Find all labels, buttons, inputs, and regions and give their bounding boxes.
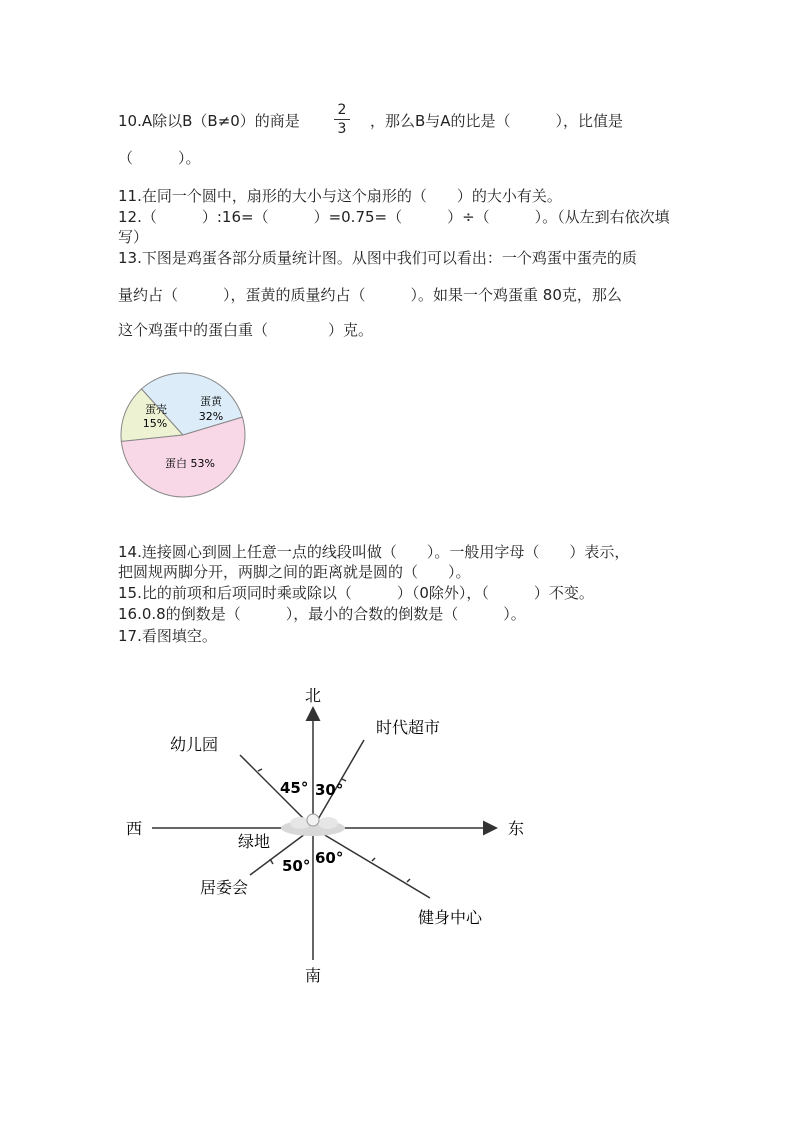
q13-line2: 量约占（ ），蛋黄的质量约占（ ）。如果一个鸡蛋重 80克，那么 xyxy=(118,286,622,304)
label-committee: 居委会 xyxy=(200,878,249,897)
label-south: 南 xyxy=(304,966,322,985)
angle-se: 60° xyxy=(315,849,344,867)
label-supermarket: 时代超市 xyxy=(376,718,441,737)
q10-fraction xyxy=(334,102,350,137)
q10-suffix: ，那么B与A的比是（ ），比值是 xyxy=(370,112,624,130)
q10-line2: （ ）。 xyxy=(118,149,201,167)
label-east: 东 xyxy=(508,819,525,838)
pie-label-shell: 蛋壳 xyxy=(145,403,167,416)
label-fitness: 健身中心 xyxy=(418,908,483,927)
label-green-land: 绿地 xyxy=(238,832,271,851)
q11-text: 11.在同一个圆中，扇形的大小与这个扇形的（ ）的大小有关。 xyxy=(118,187,562,205)
pie-slices xyxy=(121,373,245,497)
q17-text: 17.看图填空。 xyxy=(118,627,217,645)
green-land-icon xyxy=(281,814,345,836)
q12-line1: 12.（ ）:16=（ ）=0.75=（ ）÷（ ）。（从左到右依次填 xyxy=(118,208,670,226)
egg-pie-chart xyxy=(118,370,258,505)
q10-fraction-numerator: 2 xyxy=(337,102,347,118)
angle-sw: 50° xyxy=(282,857,311,875)
q14-line2: 把圆规两脚分开，两脚之间的距离就是圆的（ ）。 xyxy=(118,563,471,581)
pie-value-yolk: 32% xyxy=(198,410,224,423)
pie-label-white: 蛋白 53% xyxy=(165,457,215,470)
q13-line3: 这个鸡蛋中的蛋白重（ ）克。 xyxy=(118,321,374,339)
q14-line1: 14.连接圆心到圆上任意一点的线段叫做（ ）。一般用字母（ ）表示， xyxy=(118,543,630,561)
pie-value-shell: 15% xyxy=(142,417,168,430)
q13-line1: 13.下图是鸡蛋各部分质量统计图。从图中我们可以看出：一个鸡蛋中蛋壳的质 xyxy=(118,249,637,267)
q10-line1 xyxy=(118,111,300,131)
label-kindergarten: 幼儿园 xyxy=(170,735,219,754)
pie-label-yolk: 蛋黄 xyxy=(200,395,222,408)
q15-text: 15.比的前项和后项同时乘或除以（ ）（0除外），（ ）不变。 xyxy=(118,584,594,602)
q12-line2: 写） xyxy=(118,228,149,246)
angle-ne: 30° xyxy=(315,781,344,799)
compass-diagram xyxy=(110,675,530,995)
label-north: 北 xyxy=(304,686,322,705)
angle-nw: 45° xyxy=(280,779,309,797)
label-west: 西 xyxy=(126,819,143,838)
q10-fraction-denominator: 3 xyxy=(337,121,347,137)
q16-text: 16.0.8的倒数是（ ），最小的合数的倒数是（ ）。 xyxy=(118,605,526,623)
q10-prefix: 10.A除以B（B≠0）的商是 xyxy=(118,112,300,130)
